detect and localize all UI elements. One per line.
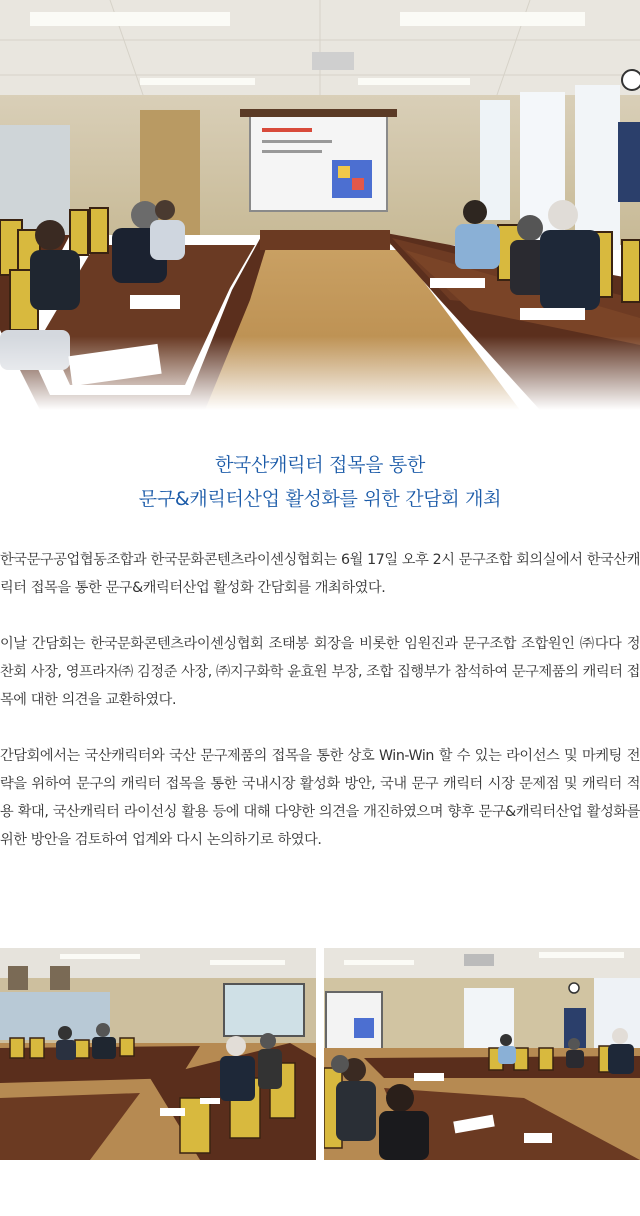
hero-meeting-photo	[0, 0, 640, 410]
article-paragraph-3: 간담회에서는 국산캐릭터와 국산 문구제품의 접목을 통한 상호 Win-Win 할 수 있는 라이선스 및 마케팅 전략을 위하여 문구의 캐릭터 접목을 통한 국내시장 활성화 방안, 국내 문구 캐릭터 시장 문제점 및 캐릭터 적용 확대, 국산캐릭터 라이선싱 활용 등에 대해 다양한 의견을 개진하였으며 향후 문구&캐릭터산업 활성화를 위한 방안을 검토하여 업계와 다시 논의하기로 하였다.	[0, 748, 640, 848]
meeting-photo-right	[324, 948, 640, 1160]
article-title-line1: 한국산캐릭터 접목을 통한	[214, 454, 426, 476]
article-title	[0, 448, 640, 516]
article-title-line2: 문구&캐릭터산업 활성화를 위한 간담회 개최	[138, 488, 502, 510]
article-paragraph-1: 한국문구공업협동조합과 한국문화콘텐츠라이센싱협회는 6월 17일 오후 2시 문구조합 회의실에서 한국산캐릭터 접목을 통한 문구&캐릭터산업 활성화 간담회를 개최하였다.	[0, 552, 640, 596]
meeting-photo-left	[0, 948, 316, 1160]
article-body	[0, 546, 640, 882]
article-paragraph-2: 이날 간담회는 한국문화콘텐츠라이센싱협회 조태봉 회장을 비롯한 임원진과 문구조합 조합원인 ㈜다다 정찬회 사장, 영프라자㈜ 김정준 사장, ㈜지구화학 윤효원 부장, 조합 집행부가 참석하여 문구제품의 캐릭터 접목에 대한 의견을 교환하였다.	[0, 636, 640, 708]
